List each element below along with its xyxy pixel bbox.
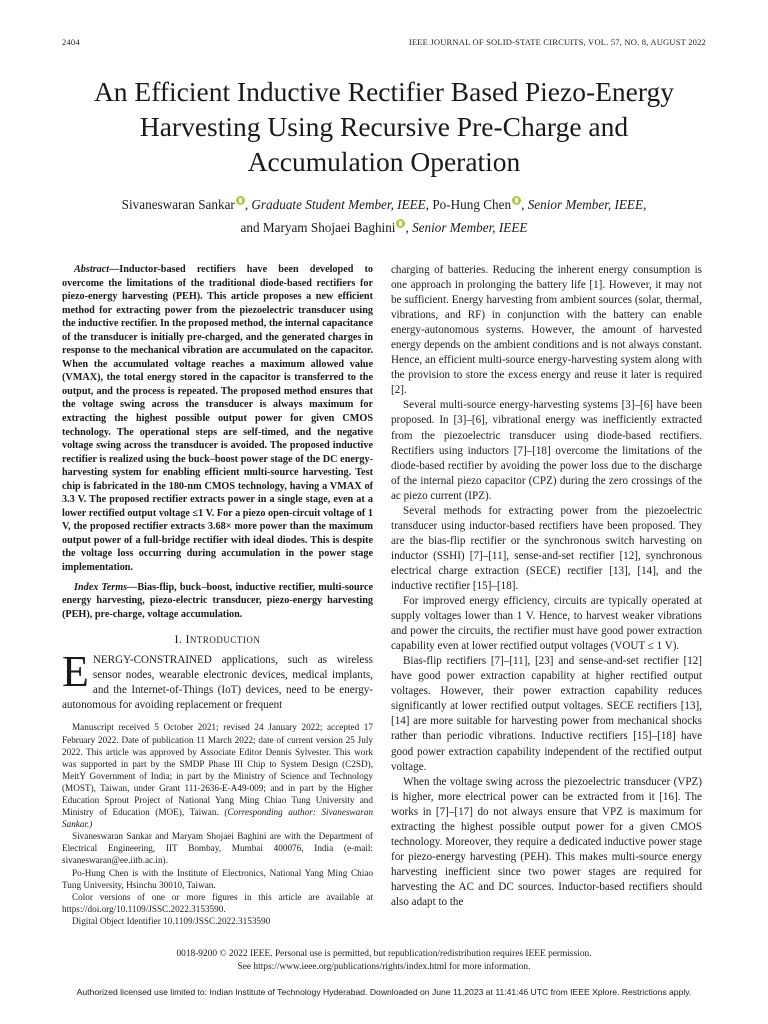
index-terms-label: Index Terms— [74, 581, 138, 593]
index-terms [62, 581, 373, 622]
title-line-1: An Efficient Inductive Rectifier Based Piezo-Energy [93, 76, 675, 107]
right-column [391, 263, 702, 910]
author-conjunction: and [240, 220, 260, 235]
left-column [62, 263, 373, 927]
author-list [60, 193, 708, 239]
footnote-color-figures: Color versions of one or more figures in this article are available at https://doi.org/10.1109/JSSC.2022.3153590. [62, 891, 373, 914]
section-heading [62, 633, 373, 648]
section-numeral: I. [174, 634, 183, 647]
body-paragraph: Several methods for extracting power from the piezoelectric transducer using inductor-based rectifiers have been proposed. They are the bias-flip rectifier or the synchronous switch harvesting on inductor (SSHI) [7]–[11], sense-and-set rectifier [12], synchronous electrical charge extraction (SECE) rectifier [13], [14], and the inductive rectifier [15]–[18]. [391, 504, 702, 592]
paper-title [40, 74, 728, 179]
body-paragraph: charging of batteries. Reducing the inherent energy consumption is one approach in prolonging the battery life [1]. However, it may not be sufficient. Energy harvesting from ambient sources (solar, thermal, vibrations, and RF) in conjunction with the battery can enable energy-autonomous systems. However, the amount of harvested energy depends on the ambient conditions and is not always constant. Hence, an efficient multi-source energy-harvesting system along with the provision to store the excess energy and reuse it later is required [2]. [391, 264, 702, 397]
author-name: Maryam Shojaei Baghini [262, 220, 396, 235]
intro-lead-caps: NERGY-CONSTRAINED [92, 654, 212, 667]
author-name: Sivaneswaran Sankar [121, 197, 235, 212]
corresponding-author: (Corresponding author: Sivaneswaran Sankar.) [62, 807, 374, 830]
footnote-doi: Digital Object Identifier 10.1109/JSSC.2022.3153590 [72, 915, 271, 926]
footnote-manuscript: Manuscript received 5 October 2021; revised 24 January 2022; accepted 17 February 2022. Date of publication 11 March 2022; date of current version 25 July 2022. This article was approved by Associate Editor Dennis Sylvester. This work was supported in part by the SMDP Phase III Chip to System Design (C2SD), MeitY Government of India; in part by the Ministry of Science and Technology (MOST), Taiwan, under Grant 111-2636-E-A49-009; and in part by the Higher Education Sprout Project of National Yang Ming Chiao Tung University and Ministry of Education (MOE), Taiwan. (Corresponding author: Sivaneswaran Sankar.) [62, 722, 374, 830]
footnote-affiliation-1: Sivaneswaran Sankar and Maryam Shojaei Baghini are with the Department of Electrical Engineering, IIT Bombay, Mumbai 400076, India (e-mail: sivaneswaran@ee.iitb.ac.in). [62, 831, 373, 866]
orcid-icon[interactable] [396, 219, 405, 228]
index-terms-text: Bias-flip, buck–boost, inductive rectifier, multi-source energy harvesting, piezo-electric transducer, piezo-energy harvesting (PEH), pre-charge, voltage accumulation. [62, 581, 373, 620]
title-line-2: Harvesting Using Recursive Pre-Charge and [139, 111, 629, 142]
author-role: Graduate Student Member, IEEE [251, 197, 426, 212]
footnote-affiliation-2: Po-Hung Chen is with the Institute of Electronics, National Yang Ming Chiao Tung University, Hsinchu 30010, Taiwan. [62, 867, 373, 890]
orcid-icon[interactable] [236, 196, 245, 205]
body-paragraph: For improved energy efficiency, circuits are typically operated at supply voltages lower than 1 V. Hence, to harvest weaker vibrations and power the circuits, the rectifier must have good power extraction capability even at lower rectified output voltages (VOUT ≤ 1 V). [391, 595, 702, 653]
drop-cap: E [62, 647, 89, 697]
intro-paragraph [62, 647, 373, 713]
author-line-2: and Maryam Shojaei Baghini , Senior Member, IEEE [240, 220, 528, 235]
orcid-icon[interactable] [512, 196, 521, 205]
journal-header: IEEE JOURNAL OF SOLID-STATE CIRCUITS, VOL. 57, NO. 8, AUGUST 2022 [408, 37, 706, 47]
author-role: Senior Member, IEEE [412, 220, 528, 235]
section-title-rest: NTRODUCTION [189, 635, 261, 646]
intro-text: applications, such as wireless sensor nodes, wearable electronic devices, medical implants, and the Internet-of-Things (IoT) devices, need to be energy-autonomous for avoiding replacement or frequent [62, 654, 373, 712]
copyright-line: 0018-9200 © 2022 IEEE. Personal use is permitted, but republication/redistribution requires IEEE permission. [176, 949, 592, 959]
rights-line: See https://www.ieee.org/publications/rights/index.html for more information. [237, 961, 531, 972]
abstract [62, 263, 373, 575]
abstract-text: Inductor-based rectifiers have been developed to overcome the limitations of the traditional diode-based rectifiers for piezo-energy harvesting (PEH). This article proposes a new efficient method for extracting power from the piezoelectric transducer using the inductive rectifier. In the proposed method, the internal capacitance of the transducer is initially pre-charged, and the generated charges in response to the mechanical vibration are accumulated on the capacitor. When the accumulated voltage reaches a maximum allowed value (VMAX), the total energy stored in the capacitor is transferred to the output, and the process is repeated. The proposed method ensures that the voltage swing across the transducer is always maximum for extracting the highest possible output power for given CMOS technology. The operational steps are self-timed, and the negative voltage swing across the transducer is avoided. The proposed inductive rectifier is realized using the buck–boost power stage of the DC energy-harvesting system for enabling efficient multi-source harvesting. Test chip is fabricated in the 180-nm CMOS technology, having a VMAX of 3.3 V. The proposed rectifier extracts power in a single stage, even at a lower rectified output voltage ≤1 V. For a piezo open-circuit voltage of 1 V, the proposed rectifier extracts 3.68× more power than the maximum output power of a full-bridge rectifier with ideal diodes. This is despite the voltage loss occurring during accumulation in the power stage implementation. [62, 264, 373, 574]
copyright-notice [0, 948, 768, 973]
download-notice: Authorized licensed use limited to: Indian Institute of Technology Hyderabad. Downloaded on June 11,2023 at 11:41:46 UTC from IEEE Xplore. Restrictions apply. [76, 987, 692, 997]
page-number: 2404 [62, 37, 80, 47]
footnotes [62, 721, 373, 927]
abstract-label: Abstract— [74, 264, 120, 275]
author-name: Po-Hung Chen [432, 197, 512, 212]
body-paragraph: Bias-flip rectifiers [7]–[11], [23] and sense-and-set rectifier [12] have good power extraction capability at higher rectified output voltages. However, their power extraction capability reduces significantly at lower rectified output voltages. SECE rectifiers [13], [14] are more suitable for harvesting power from mechanical shocks rather than periodic vibrations. Inductive rectifiers [15]–[18] have good power extraction capability independent of the rectified output voltage. [391, 655, 702, 773]
body-paragraph: Several multi-source energy-harvesting systems [3]–[6] have been proposed. In [3]–[6], vibrational energy was inefficiently extracted from the piezoelectric transducer using diode-based rectifiers. Rectifiers using inductors [7]–[18] overcome the limitations of the diode-based rectifier by avoiding the power loss due to the discharge of the internal piezo capacitor (CPZ) during the zero crossings of the ac piezo current (IPZ). [391, 399, 702, 502]
author-line-1: Sivaneswaran Sankar , Graduate Student Member, IEEE, Po-Hung Chen , Senior Member, IEEE, [121, 197, 647, 212]
section-title-first: I [185, 634, 190, 647]
body-paragraph: When the voltage swing across the piezoelectric transducer (VPZ) is higher, more electrical power can be extracted from it [16]. The works in [7]–[17] do not always ensure that VPZ is maximum for extracting the highest possible output power for a given CMOS technology. Moreover, they require a dedicated inductive power stage for piezo-energy harvesting (PEH). This makes multi-source energy harvesting inefficient since two power stages are required for harvesting the AC and DC sources. Inductor-based rectifiers should also adapt to the [391, 775, 702, 908]
author-role: Senior Member, IEEE, [527, 197, 647, 212]
title-line-3: Accumulation Operation [247, 146, 521, 177]
